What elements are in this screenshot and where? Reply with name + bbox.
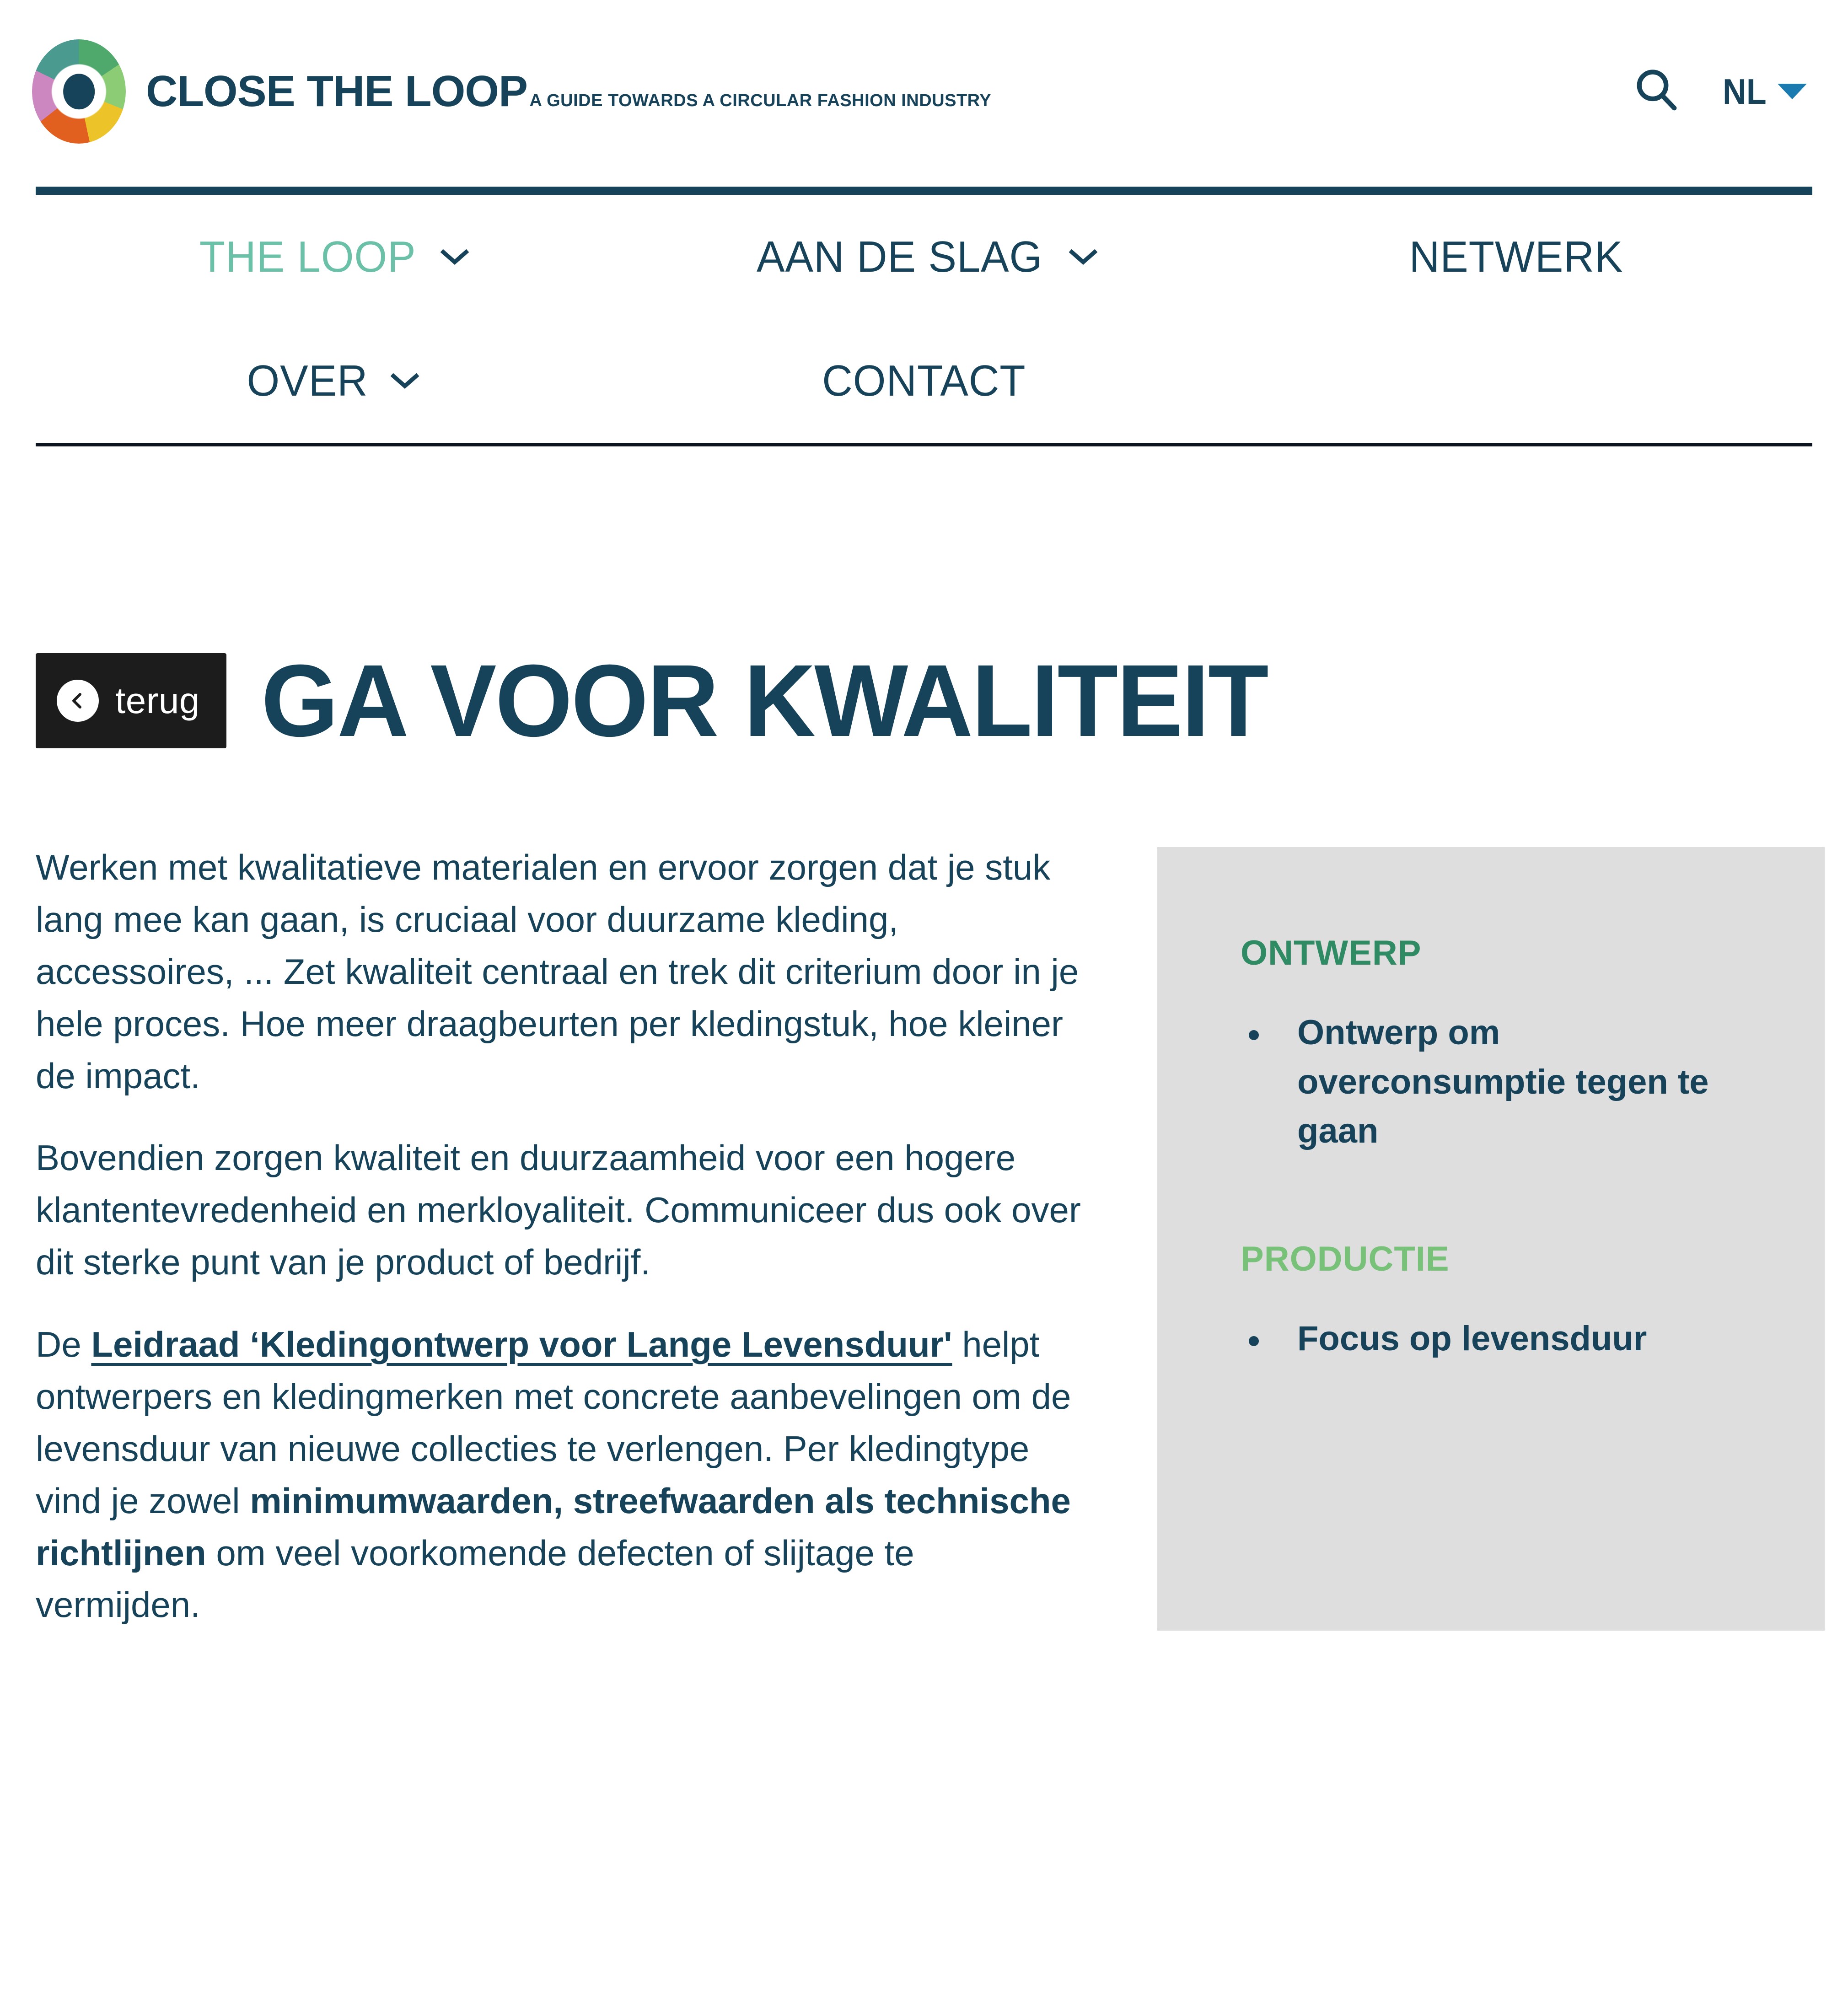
- nav-item-label: OVER: [247, 356, 368, 405]
- nav-item-label: THE LOOP: [199, 232, 416, 281]
- search-icon: [1632, 66, 1681, 118]
- nav-item-contact[interactable]: [628, 356, 1220, 406]
- header-actions: [1632, 0, 1807, 183]
- paragraph-3-bold: minimumwaarden, streefwaarden als technische richtlijnen: [36, 1480, 1071, 1573]
- paragraph-3-tail: om veel voorkomende defecten of slijtage te vermijden.: [36, 1532, 914, 1625]
- chevron-down-icon: [1069, 249, 1097, 265]
- sidebar-list-ontwerp: [1241, 1008, 1825, 1156]
- nav-item-the-loop[interactable]: [36, 232, 628, 282]
- nav-divider-top: [36, 187, 1812, 195]
- logo-title: CLOSE THE LOOP: [146, 67, 528, 116]
- nav-item-aan-de-slag[interactable]: [628, 232, 1220, 282]
- logo-hub: [63, 74, 95, 109]
- language-label: NL: [1723, 71, 1767, 112]
- page-title: GA VOOR KWALITEIT: [261, 644, 1268, 758]
- nav-row-secondary: [36, 319, 1812, 443]
- language-selector[interactable]: [1723, 71, 1807, 113]
- back-button[interactable]: [36, 653, 226, 748]
- chevron-down-icon: [1778, 84, 1807, 99]
- back-button-label: terug: [115, 680, 200, 721]
- site-header: [0, 0, 1848, 183]
- main-nav: [36, 195, 1812, 443]
- nav-item-label: NETWERK: [1409, 232, 1623, 281]
- logo-subtitle: A GUIDE TOWARDS A CIRCULAR FASHION INDUSTRY: [529, 91, 992, 110]
- sidebar-heading-ontwerp: ONTWERP: [1241, 934, 1422, 972]
- chevron-down-icon: [391, 373, 419, 389]
- nav-item-over[interactable]: [36, 356, 628, 406]
- paragraph-2: Bovendien zorgen kwaliteit en duurzaamheid voor een hogere klantentevredenheid en merkloyaliteit. Communiceer dus ook over dit sterke punt van je product of bedrijf.: [36, 1138, 1081, 1283]
- sidebar-list-productie: [1241, 1314, 1825, 1364]
- sidebar-heading-productie: PRODUCTIE: [1241, 1240, 1450, 1279]
- chevron-down-icon: [441, 249, 469, 265]
- page-title-row: [36, 644, 1299, 758]
- list-item[interactable]: Ontwerp om overconsumptie tegen te gaan: [1241, 1008, 1753, 1156]
- nav-item-label: CONTACT: [822, 356, 1026, 405]
- nav-item-label: AAN DE SLAG: [757, 232, 1043, 281]
- related-steps-panel: [1157, 847, 1825, 1631]
- paragraph-1: Werken met kwalitatieve materialen en ervoor zorgen dat je stuk lang mee kan gaan, is cruciaal voor duurzame kleding, accessoires, ... Zet kwaliteit centraal en trek dit criterium door in je hele proces. Hoe meer draagbeurten per kledingstuk, hoe kleiner de impact.: [36, 847, 1079, 1096]
- paragraph-3-lead: De: [36, 1324, 91, 1364]
- nav-item-netwerk[interactable]: [1220, 232, 1812, 282]
- paragraph-3-middle: helpt ontwerpers en kledingmerken met concrete aanbevelingen om de levensduur van nieuwe collecties te verlengen. Per kledingtype vind je zowel: [36, 1324, 1071, 1521]
- nav-divider-bottom: [36, 443, 1812, 446]
- search-button[interactable]: [1632, 67, 1681, 116]
- nav-row-primary: [36, 195, 1812, 319]
- logo-wordmark: [146, 67, 992, 116]
- leidraad-link[interactable]: Leidraad ‘Kledingontwerp voor Lange Levensduur': [91, 1324, 952, 1364]
- paragraph-3: [36, 1319, 1083, 1631]
- article-body: [36, 842, 1083, 1631]
- chevron-left-icon: [57, 680, 99, 722]
- circular-loop-logo-icon: [32, 39, 126, 144]
- site-logo[interactable]: [32, 39, 991, 144]
- list-item[interactable]: Focus op levensduur: [1241, 1314, 1753, 1364]
